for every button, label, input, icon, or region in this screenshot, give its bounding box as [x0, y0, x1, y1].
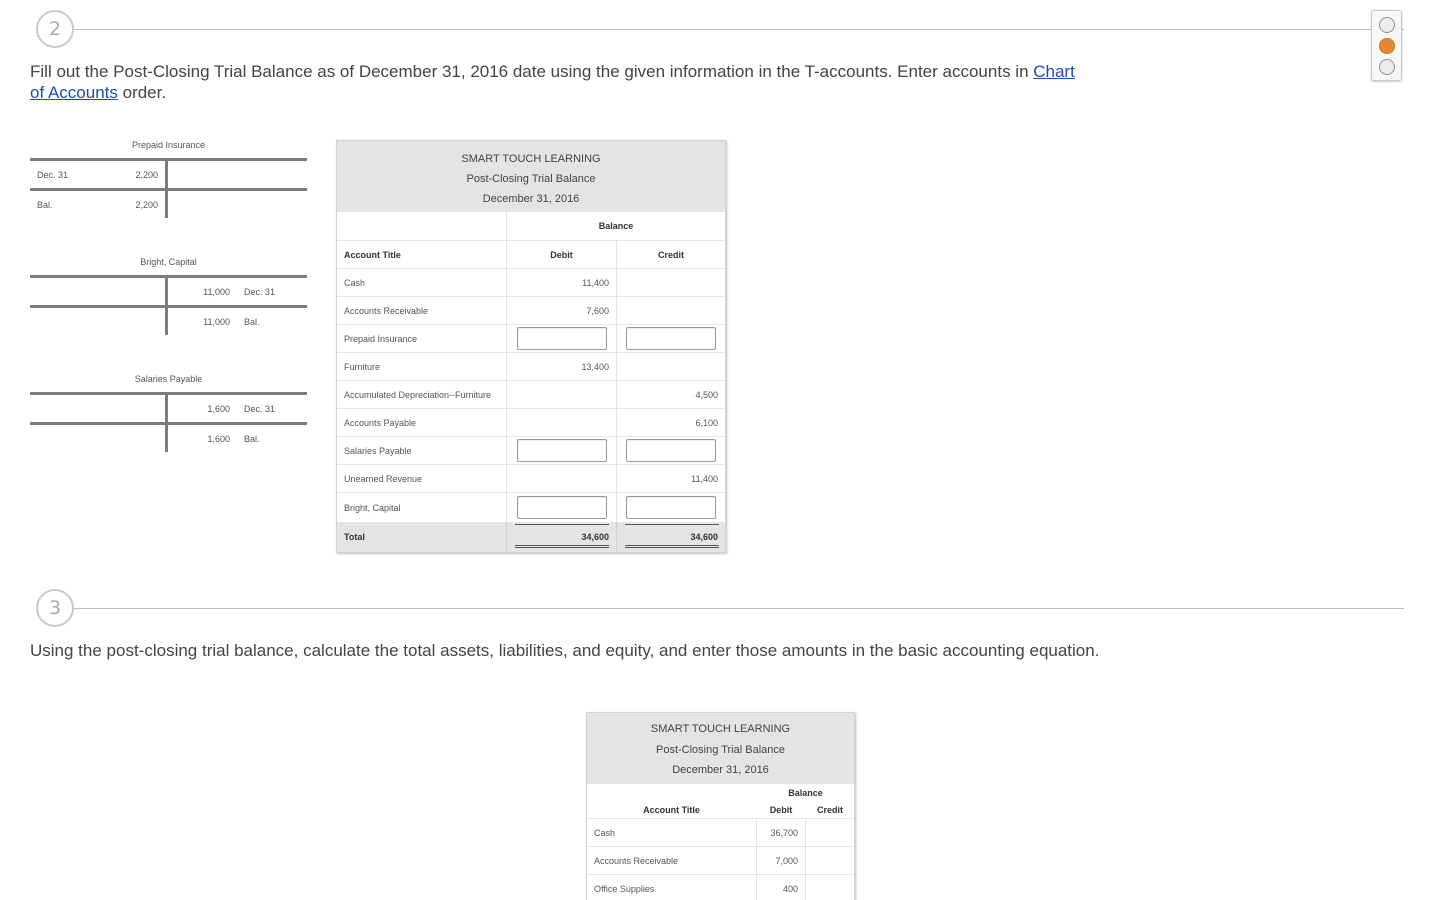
t-account-top-line — [30, 392, 307, 395]
salaries-payable-debit-input[interactable] — [517, 439, 607, 462]
report-title: Post-Closing Trial Balance — [466, 173, 596, 185]
table-row — [337, 352, 725, 380]
account-title: Accounts Payable — [344, 417, 417, 428]
debit-cell — [507, 325, 616, 352]
table-row — [337, 296, 725, 324]
credit-header: Credit — [657, 249, 684, 260]
total-credit-double-rule — [625, 545, 719, 548]
chart-of-accounts-link[interactable]: Chart of Accounts — [30, 62, 1075, 102]
step-navigator — [1371, 10, 1402, 81]
total-credit: 34,600 — [690, 532, 718, 542]
account-title: Furniture — [344, 361, 381, 372]
table-row — [337, 436, 725, 464]
t-account-title: Bright, Capital — [140, 257, 197, 267]
debit-value — [507, 409, 616, 436]
step-2-instructions — [30, 61, 1090, 103]
t-right-value: 1,600 — [207, 434, 230, 444]
salaries-payable-credit-input[interactable] — [626, 439, 716, 462]
bright-capital-debit-input[interactable] — [517, 496, 607, 519]
company-name: SMART TOUCH LEARNING — [461, 153, 601, 165]
credit-header: Credit — [816, 804, 843, 815]
post-closing-trial-balance — [336, 140, 726, 553]
table-row — [587, 874, 854, 900]
t-left-value: 2,200 — [135, 200, 158, 210]
debit-cell — [507, 493, 616, 522]
balance-header: Balance — [598, 221, 634, 231]
t-left-label: Dec. 31 — [37, 170, 69, 180]
t-account-salaries-payable — [30, 374, 307, 454]
step-3-divider — [74, 608, 1404, 609]
total-row — [337, 522, 725, 552]
debit-cell — [507, 437, 616, 464]
nav-dot-2-active[interactable] — [1379, 38, 1395, 54]
step-2-number-text: 2 — [48, 18, 62, 40]
debit-value — [507, 381, 616, 408]
credit-value — [617, 353, 725, 380]
t-right-value: 1,600 — [207, 404, 230, 414]
prepaid-insurance-debit-input[interactable] — [517, 327, 607, 350]
account-title: Salaries Payable — [344, 445, 412, 456]
table-row — [337, 408, 725, 436]
step-2-number — [36, 10, 74, 48]
t-account-title: Prepaid Insurance — [131, 140, 206, 150]
table-row — [587, 846, 854, 874]
table-row — [337, 464, 725, 492]
total-credit-rule — [625, 524, 719, 525]
debit-value: 13,400 — [581, 361, 609, 372]
t-right-value: 11,000 — [203, 287, 230, 297]
credit-value — [806, 875, 854, 900]
credit-value: 11,400 — [691, 473, 718, 484]
t-right-label: Bal. — [244, 434, 260, 444]
t-account-bright-capital — [30, 257, 307, 337]
credit-value: 6,100 — [695, 417, 718, 428]
account-title-header: Account Title — [643, 804, 700, 815]
t-account-mid-line — [30, 422, 307, 425]
step-2-divider — [74, 29, 1404, 30]
total-debit: 34,600 — [581, 532, 609, 542]
step-3-number-text: 3 — [48, 597, 62, 619]
debit-header: Debit — [769, 804, 793, 815]
account-title: Accumulated Depreciation--Furniture — [344, 389, 492, 400]
trial-balance-2-header — [587, 713, 854, 784]
t-right-label: Dec. 31 — [244, 404, 276, 414]
t-account-mid-line — [30, 305, 307, 308]
total-label: Total — [344, 532, 365, 542]
t-account-top-line — [30, 158, 307, 161]
account-title: Accounts Receivable — [344, 305, 429, 316]
column-header-row — [337, 240, 725, 268]
t-left-value: 2,200 — [135, 170, 158, 180]
report-title: Post-Closing Trial Balance — [655, 743, 785, 756]
table-row — [587, 818, 854, 846]
t-account-prepaid-insurance — [30, 140, 307, 220]
debit-value: 7,600 — [586, 305, 609, 316]
step-2-instruction-suffix: order. — [117, 83, 167, 102]
credit-cell — [617, 493, 725, 522]
account-title: Cash — [344, 277, 366, 288]
account-title: Unearned Revenue — [344, 473, 423, 484]
total-debit-rule — [515, 524, 609, 525]
step-2-instruction-text: Fill out the Post-Closing Trial Balance as of December 31, 2016 date using the given information in the T-accounts. Enter accounts in — [30, 62, 1034, 81]
credit-cell — [617, 437, 725, 464]
account-title: Prepaid Insurance — [344, 333, 418, 344]
company-name: SMART TOUCH LEARNING — [650, 723, 791, 735]
account-title: Office Supplies — [594, 883, 655, 894]
credit-cell — [617, 325, 725, 352]
account-title: Bright, Capital — [344, 502, 401, 513]
balance-header-row — [337, 212, 725, 240]
step-3-instruction-text: Using the post-closing trial balance, calculate the total assets, liabilities, and equity, and enter those amounts in the basic accounting equation. — [30, 641, 1100, 660]
t-right-value: 11,000 — [203, 317, 230, 327]
balance-header-row — [587, 784, 854, 801]
t-left-label: Bal. — [37, 200, 53, 210]
credit-value — [806, 819, 854, 846]
step-3-instructions — [30, 640, 1100, 661]
report-date: December 31, 2016 — [482, 193, 580, 205]
nav-dot-3[interactable] — [1379, 59, 1395, 75]
t-right-label: Bal. — [244, 317, 260, 327]
credit-value — [617, 297, 725, 324]
bright-capital-credit-input[interactable] — [626, 496, 716, 519]
debit-value — [507, 465, 616, 492]
post-closing-trial-balance-2 — [586, 712, 855, 900]
debit-header: Debit — [550, 249, 573, 260]
t-right-label: Dec. 31 — [244, 287, 276, 297]
nav-dot-1[interactable] — [1379, 17, 1395, 33]
total-debit-double-rule — [515, 545, 609, 548]
debit-value: 400 — [782, 883, 798, 894]
table-row — [337, 380, 725, 408]
table-row — [337, 492, 725, 522]
balance-header: Balance — [788, 787, 823, 798]
prepaid-insurance-credit-input[interactable] — [626, 327, 716, 350]
debit-value: 36,700 — [770, 827, 798, 838]
debit-value: 7,000 — [775, 855, 798, 866]
debit-value: 11,400 — [582, 277, 609, 288]
table-row — [337, 268, 725, 296]
account-title: Cash — [594, 827, 616, 838]
t-account-top-line — [30, 275, 307, 278]
t-account-mid-line — [30, 188, 307, 191]
account-title-header: Account Title — [344, 249, 401, 260]
column-header-row — [587, 801, 854, 818]
t-account-title: Salaries Payable — [134, 374, 203, 384]
step-3-number — [36, 589, 74, 627]
table-row — [337, 324, 725, 352]
report-date: December 31, 2016 — [672, 764, 769, 776]
credit-value — [617, 269, 725, 296]
credit-value — [806, 847, 854, 874]
credit-value: 4,500 — [695, 389, 718, 400]
account-title: Accounts Receivable — [594, 855, 679, 866]
trial-balance-header — [337, 141, 725, 212]
